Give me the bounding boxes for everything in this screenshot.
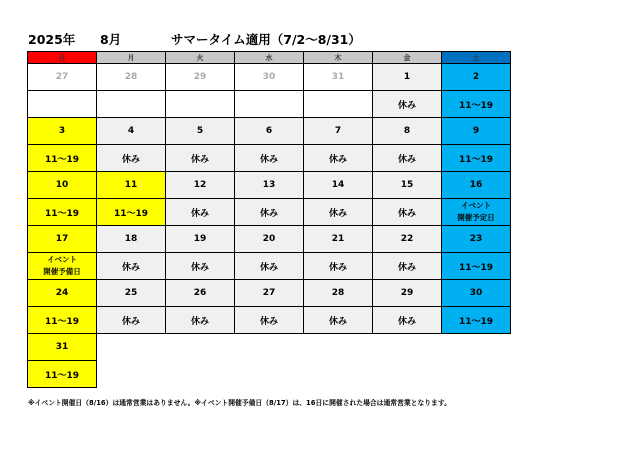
date-cell: 27: [28, 64, 97, 91]
date-cell: 7: [304, 118, 373, 145]
date-row: [28, 118, 511, 145]
hours-cell: 休み: [97, 307, 166, 334]
footnote: ※イベント開催日（8/16）は通常営業はありません。※イベント開催予備日（8/17）は、16日に開催された場合は通常営業となります。: [28, 399, 451, 407]
event-reserve-cell: [28, 253, 97, 280]
weekday-mon: 月: [97, 52, 166, 64]
hours-row: [28, 145, 511, 172]
event-sublabel: 開催予定日: [457, 213, 495, 222]
weekday-sat: 土: [442, 52, 511, 64]
date-row: [28, 172, 511, 199]
date-cell: 9: [442, 118, 511, 145]
date-cell: 26: [166, 280, 235, 307]
date-cell: 18: [97, 226, 166, 253]
hours-row: [28, 199, 511, 226]
date-row: [28, 64, 511, 91]
hours-cell: 休み: [166, 307, 235, 334]
hours-cell: [97, 91, 166, 118]
date-cell: 31: [304, 64, 373, 91]
date-cell: 22: [373, 226, 442, 253]
hours-cell: 11～19: [442, 91, 511, 118]
hours-cell: 11～19: [28, 307, 97, 334]
calendar-header: [0, 30, 640, 48]
hours-cell: 休み: [166, 199, 235, 226]
date-row: [28, 226, 511, 253]
date-cell: 15: [373, 172, 442, 199]
date-row: [28, 280, 511, 307]
date-cell: 11: [97, 172, 166, 199]
weekday-header-row: [28, 52, 511, 64]
hours-cell: 11～19: [28, 361, 97, 388]
date-cell: 5: [166, 118, 235, 145]
weekday-sun: 日: [28, 52, 97, 64]
date-cell: 12: [166, 172, 235, 199]
date-row: [28, 334, 511, 361]
hours-cell: 休み: [304, 253, 373, 280]
date-cell: 29: [166, 64, 235, 91]
hours-cell: 休み: [97, 253, 166, 280]
date-cell: 4: [97, 118, 166, 145]
date-cell: 6: [235, 118, 304, 145]
hours-cell: 11～19: [442, 307, 511, 334]
hours-cell: 休み: [373, 91, 442, 118]
date-cell: 27: [235, 280, 304, 307]
hours-cell: [235, 91, 304, 118]
date-cell: 1: [373, 64, 442, 91]
date-cell: 29: [373, 280, 442, 307]
hours-cell: [28, 91, 97, 118]
date-cell: 2: [442, 64, 511, 91]
hours-cell: 休み: [97, 145, 166, 172]
hours-cell: 休み: [235, 199, 304, 226]
weekday-thu: 木: [304, 52, 373, 64]
year-label: 2025年: [28, 32, 76, 47]
date-cell: 8: [373, 118, 442, 145]
hours-cell: 休み: [373, 253, 442, 280]
date-cell: 25: [97, 280, 166, 307]
hours-cell: 11～19: [97, 199, 166, 226]
hours-cell: 休み: [304, 145, 373, 172]
date-cell: 19: [166, 226, 235, 253]
date-cell: 17: [28, 226, 97, 253]
hours-cell: 11～19: [28, 199, 97, 226]
hours-cell: 休み: [166, 253, 235, 280]
hours-cell: 休み: [304, 307, 373, 334]
date-cell: 30: [442, 280, 511, 307]
hours-cell: 休み: [373, 307, 442, 334]
event-sublabel: 開催予備日: [43, 267, 81, 276]
hours-cell: 休み: [166, 145, 235, 172]
hours-row: [28, 361, 511, 388]
hours-cell: 休み: [304, 199, 373, 226]
date-cell: 28: [304, 280, 373, 307]
hours-cell: 休み: [235, 145, 304, 172]
date-cell: 3: [28, 118, 97, 145]
date-cell: 31: [28, 334, 97, 361]
hours-cell: 休み: [235, 253, 304, 280]
hours-row: [28, 91, 511, 118]
weekday-wed: 水: [235, 52, 304, 64]
date-cell: 20: [235, 226, 304, 253]
date-cell: 16: [442, 172, 511, 199]
hours-row: [28, 253, 511, 280]
hours-row: [28, 307, 511, 334]
hours-cell: 11～19: [28, 145, 97, 172]
date-cell: 10: [28, 172, 97, 199]
hours-cell: 休み: [373, 145, 442, 172]
date-cell: 30: [235, 64, 304, 91]
hours-cell: [304, 91, 373, 118]
hours-cell: 11～19: [442, 145, 511, 172]
month-label: 8月: [100, 32, 122, 47]
date-cell: 24: [28, 280, 97, 307]
date-cell: 14: [304, 172, 373, 199]
event-scheduled-cell: [442, 199, 511, 226]
date-cell: 23: [442, 226, 511, 253]
date-cell: 28: [97, 64, 166, 91]
event-label: イベント: [47, 255, 77, 264]
hours-cell: 休み: [373, 199, 442, 226]
hours-cell: [166, 91, 235, 118]
hours-cell: 11～19: [442, 253, 511, 280]
date-cell: 21: [304, 226, 373, 253]
hours-cell: 休み: [235, 307, 304, 334]
date-cell: 13: [235, 172, 304, 199]
weekday-tue: 火: [166, 52, 235, 64]
page-title: サマータイム適用（7/2～8/31）: [171, 32, 361, 47]
weekday-fri: 金: [373, 52, 442, 64]
calendar-table: [27, 51, 511, 388]
event-label: イベント: [461, 201, 491, 210]
